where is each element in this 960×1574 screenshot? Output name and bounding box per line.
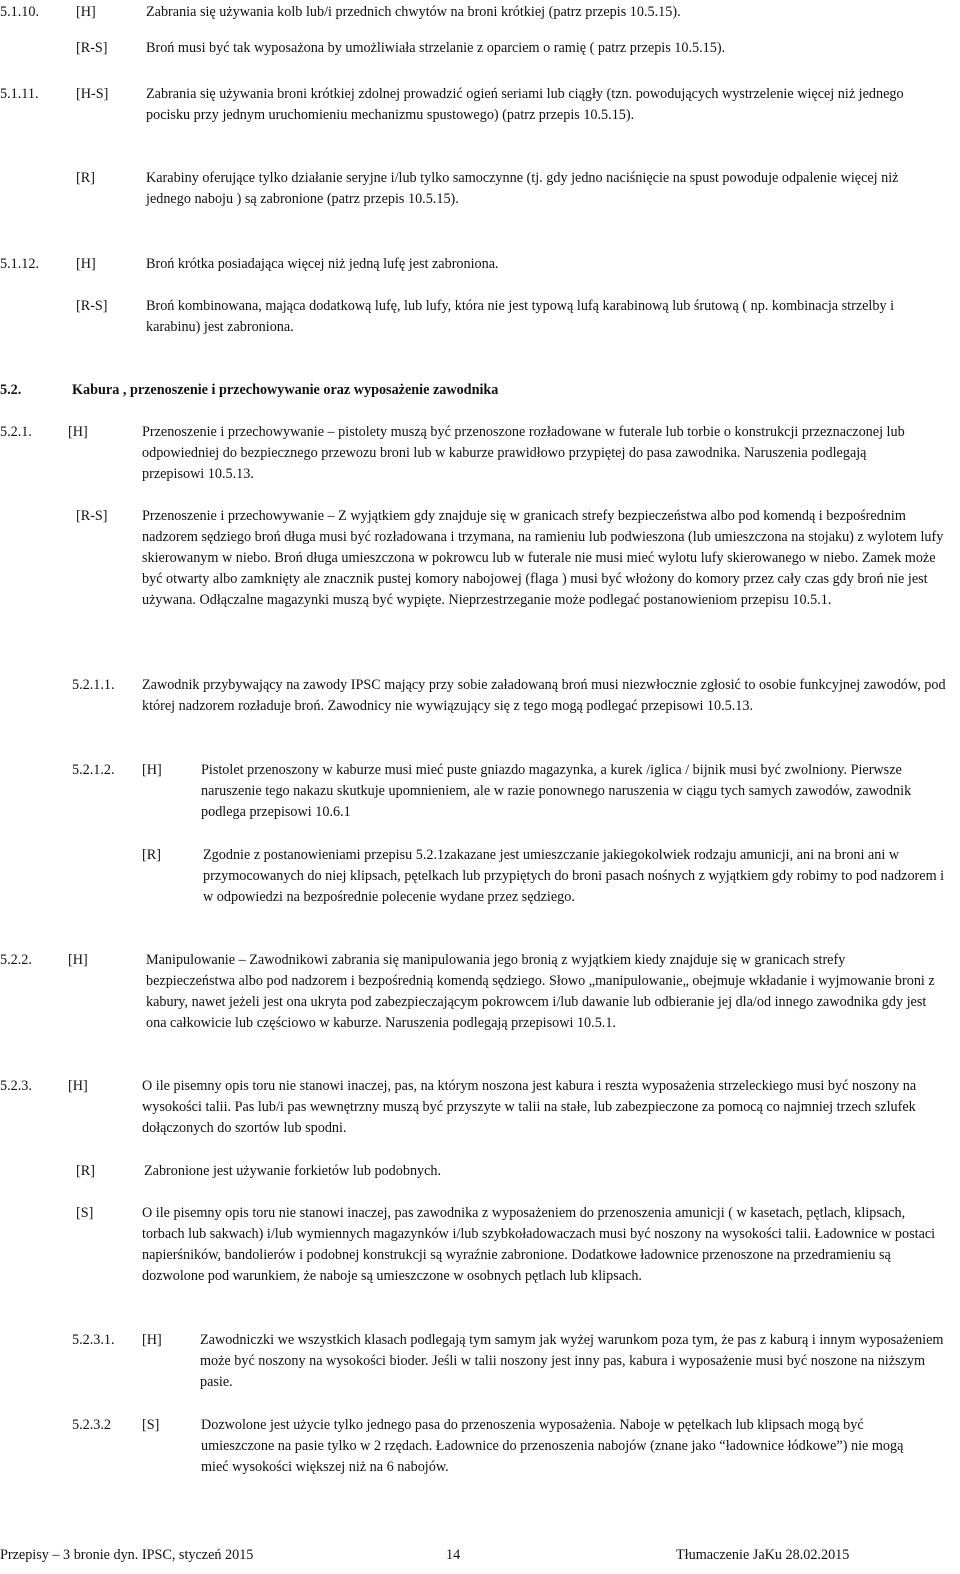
- rule-tag: [R]: [142, 847, 161, 863]
- rule-tag: [H]: [142, 1332, 162, 1348]
- rule-text: O ile pisemny opis toru nie stanowi inaczej, pas zawodnika z wyposażeniem do przenoszenia amunicji ( w kasetach, pętlach, klipsach, torbach lub sakwach) i/lub wymiennych magazynków i/lub szybkoładowaczach musi być noszony na wysokości talii. Ładownice w postaci napierśników, bandolierów i podobnej konstrukcji są wyraźnie zabronione. Dodatkowe ładownice przenoszone na przedramieniu są dozwolone pod warunkiem, że naboje są umieszczone w osobnych pętlach lub klipsach.: [142, 1205, 936, 1284]
- rule-tag: [H]: [68, 1078, 88, 1094]
- rule-text: Zabrania się używania broni krótkiej zdolnej prowadzić ogień seriami lub ciągły (tzn. powodujących wystrzelenie więcej niż jednego pocisku przy jednym uruchomieniu mechanizmu spustowego) (patrz przepis 10.5.15).: [146, 86, 904, 123]
- rule-text: Zawodnik przybywający na zawody IPSC mający przy sobie załadowaną broń musi niezwłocznie zgłosić to osobie funkcyjnej zawodów, pod której nadzorem rozładuje broń. Zawodnicy nie wywiązujący się z tego mogą podlegać przepisowi 10.5.13.: [142, 677, 946, 714]
- rule-text: Zabrania się używania kolb lub/i przednich chwytów na broni krótkiej (patrz przepis 10.5.15).: [146, 4, 681, 20]
- rule-number: 5.2.1.: [0, 424, 32, 440]
- rule-tag: [H]: [76, 4, 96, 20]
- rule-number: 5.2.2.: [0, 952, 32, 968]
- rule-tag: [H]: [142, 762, 162, 778]
- rule-text: Zgodnie z postanowieniami przepisu 5.2.1zakazane jest umieszczanie jakiegokolwiek rodzaju amunicji, ani na broni ani w przymocowanych do niej klipsach, pętelkach lub przypiętych do broni pasach nośnych z wyjątkiem gdy robimy to pod nadzorem i w odpowiedzi na bezpośrednie polecenie wydane przez sędziego.: [203, 847, 945, 905]
- rule-text: O ile pisemny opis toru nie stanowi inaczej, pas, na którym noszona jest kabura i reszta wyposażenia strzeleckiego musi być noszony na wysokości talii. Pas lub/i pas wewnętrzny muszą być przyszyte w talii na stałe, lub zabezpieczone za pomocą co najmniej trzech szlufek dołączonych do szortów lub spodni.: [142, 1078, 917, 1136]
- rule-text: Dozwolone jest użycie tylko jednego pasa do przenoszenia wyposażenia. Naboje w pętelkach lub klipsach mogą być umieszczone na pasie tylko w 2 rzędach. Ładownice do przenoszenia nabojów (znane jako “ładownice łódkowe”) nie mogą mieć wysokości większej niż na 6 nabojów.: [201, 1417, 904, 1475]
- rule-text: Zawodniczki we wszystkich klasach podlegają tym samym jak wyżej warunkom poza tym, że pas z kaburą i innym wyposażeniem może być noszony na wysokości bioder. Jeśli w talii noszony jest inny pas, kabura i wyposażenie musi być noszone na niższym pasie.: [200, 1332, 944, 1390]
- rule-number: 5.2.1.1.: [72, 677, 115, 693]
- section-number: 5.2.: [0, 382, 22, 398]
- footer-left-text: Przepisy – 3 bronie dyn. IPSC, styczeń 2015: [0, 1547, 254, 1563]
- rule-tag: [R]: [76, 170, 95, 186]
- rule-text: Przenoszenie i przechowywanie – pistolety muszą być przenoszone rozładowane w futerale lub torbie o konstrukcji przeznaczonej lub odpowiedniej do bezpiecznego przewozu broni lub w kaburze prawidłowo przypiętej do pasa zawodnika. Naruszenia podlegają przepisowi 10.5.13.: [142, 424, 905, 482]
- rule-text: Zabronione jest używanie forkietów lub podobnych.: [144, 1163, 442, 1179]
- rule-text: Karabiny oferujące tylko działanie seryjne i/lub tylko samoczynne (tj. gdy jedno naciśnięcie na spust powoduje odpalenie więcej niż jednego naboju ) są zabronione (patrz przepis 10.5.15).: [146, 170, 899, 207]
- rule-text: Manipulowanie – Zawodnikowi zabrania się manipulowania jego bronią z wyjątkiem kiedy znajduje się w granicach strefy bezpieczeństwa albo pod nadzorem i bezpośrednią komendą sędziego. Słowo „manipulowanie„ obejmuje wkładanie i wyjmowanie broni z kabury, nawet jeżeli jest ona ukryta pod zabezpieczającym pokrowcem i/lub dawanie lub odbieranie jej dla/od innego zawodnika gdy jest ona całkowicie lub częściowo w kaburze. Naruszenia podlegają przepisowi 10.5.1.: [146, 952, 935, 1031]
- rule-tag: [R]: [76, 1163, 95, 1179]
- footer-right-text: Tłumaczenie JaKu 28.02.2015: [676, 1547, 850, 1563]
- rule-tag: [R-S]: [76, 298, 108, 314]
- rule-tag: [S]: [142, 1417, 160, 1433]
- rule-tag: [H]: [68, 952, 88, 968]
- section-title: Kabura , przenoszenie i przechowywanie oraz wyposażenie zawodnika: [72, 382, 499, 398]
- page-number: 14: [446, 1547, 461, 1563]
- rule-text: Broń krótka posiadająca więcej niż jedną lufę jest zabroniona.: [146, 256, 499, 272]
- rule-number: 5.1.10.: [0, 4, 40, 20]
- rule-tag: [H]: [68, 424, 88, 440]
- rule-number: 5.2.3.1.: [72, 1332, 115, 1348]
- rule-number: 5.1.11.: [0, 86, 39, 102]
- rule-tag: [R-S]: [76, 40, 108, 56]
- rule-text: Broń musi być tak wyposażona by umożliwiała strzelanie z oparciem o ramię ( patrz przepis 10.5.15).: [146, 40, 726, 56]
- rule-number: 5.2.3.: [0, 1078, 32, 1094]
- rule-tag: [R-S]: [76, 508, 108, 524]
- rule-text: Pistolet przenoszony w kaburze musi mieć puste gniazdo magazynka, a kurek /iglica / bijnik musi być zwolniony. Pierwsze naruszenie tego nakazu skutkuje upomnieniem, ale w razie ponownego naruszenia w ciągu tych samych zawodów, zawodnik podlega przepisowi 10.6.1: [201, 762, 912, 820]
- rule-number: 5.1.12.: [0, 256, 40, 272]
- rule-tag: [H-S]: [76, 86, 109, 102]
- rule-text: Przenoszenie i przechowywanie – Z wyjątkiem gdy znajduje się w granicach strefy bezpieczeństwa albo pod komendą i bezpośrednim nadzorem sędziego broń długa musi być rozładowana i trzymana, na ramieniu lub podwieszona (lub umieszczona na stojaku) z wylotem lufy skierowanym w niebo. Broń długa umieszczona w pokrowcu lub w futerale nie musi mieć wylotu lufy skierowanego w niebo. Zamek może być otwarty albo zamknięty ale znacznik pustej komory nabojowej (flaga ) musi być włożony do komory przez cały czas gdy broń nie jest używana. Odłączalne magazynki muszą być wypięte. Nieprzestrzeganie może podlegać postanowieniom przepisu 10.5.1.: [142, 508, 944, 608]
- rule-text: Broń kombinowana, mająca dodatkową lufę, lub lufy, która nie jest typową lufą karabinową lub śrutową ( np. kombinacja strzelby i karabinu) jest zabroniona.: [146, 298, 895, 335]
- rule-number: 5.2.3.2: [72, 1417, 112, 1433]
- rule-tag: [H]: [76, 256, 96, 272]
- rule-tag: [S]: [76, 1205, 94, 1221]
- rule-number: 5.2.1.2.: [72, 762, 115, 778]
